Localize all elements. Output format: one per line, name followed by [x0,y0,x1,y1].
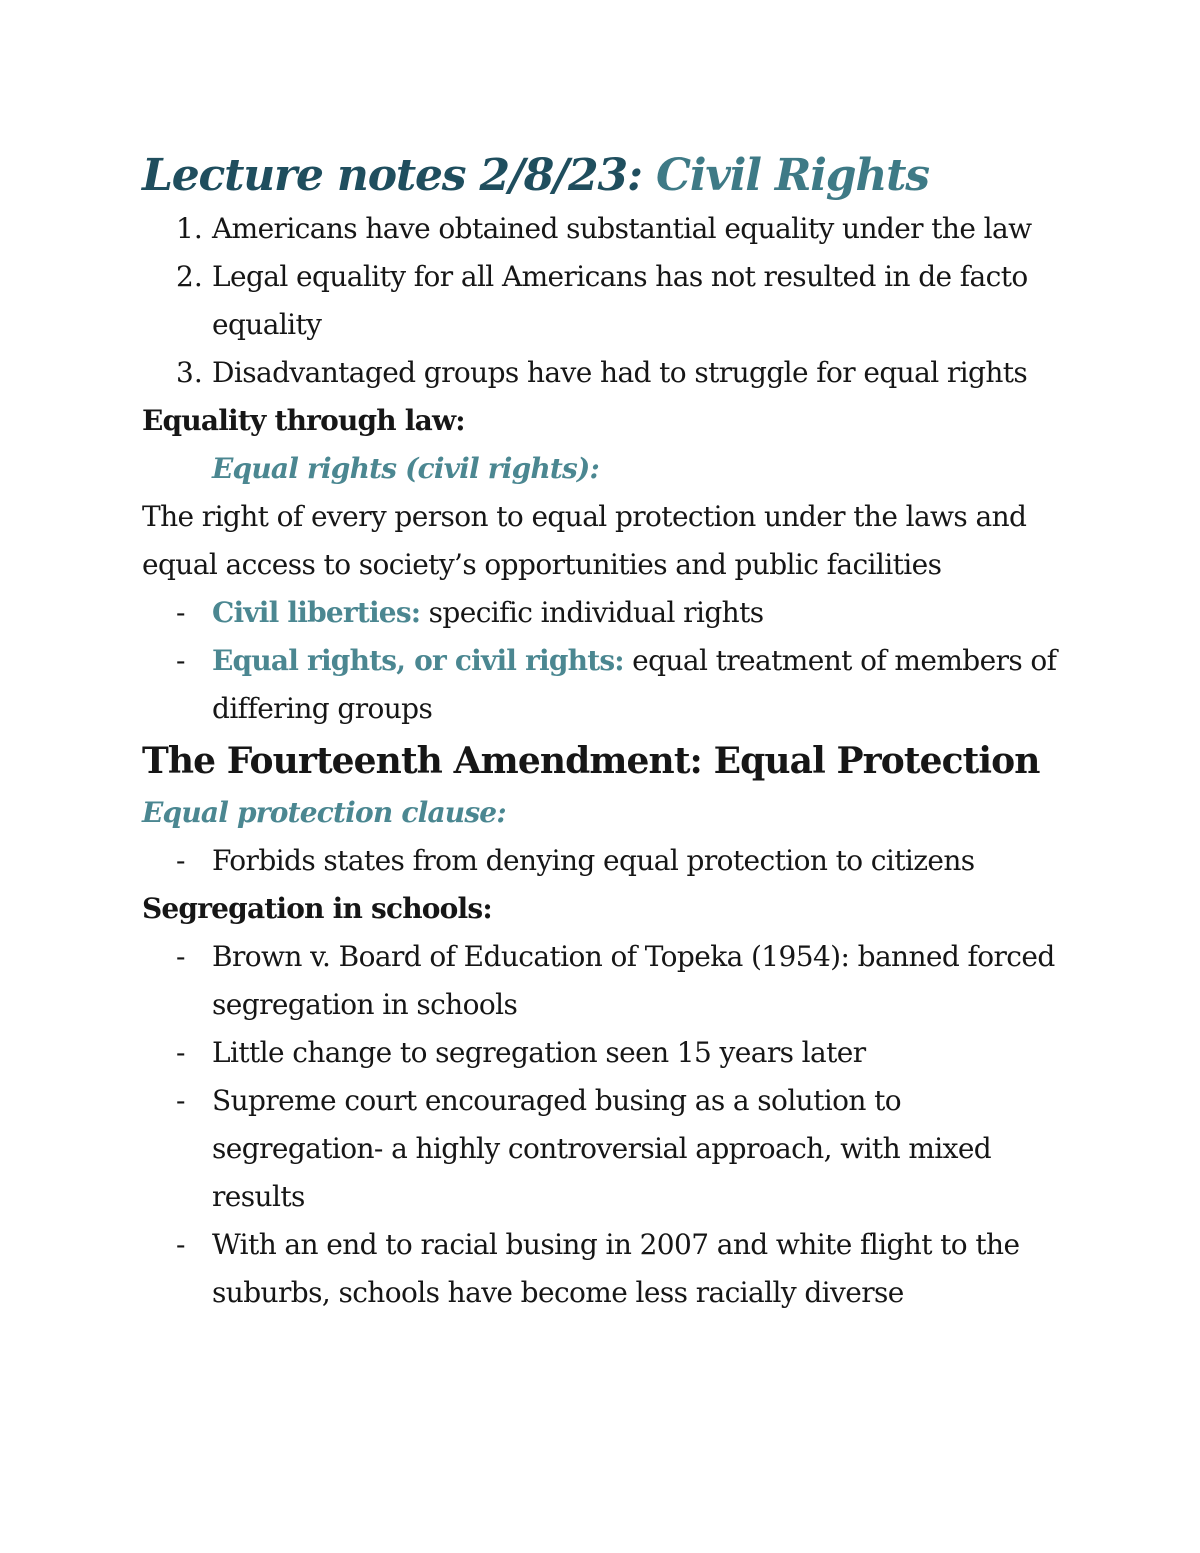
bullet-item [142,933,1072,981]
bullet-text: segregation in schools [212,988,518,1021]
dash-bullet: - [176,940,185,973]
bullet-item [142,837,1072,885]
list-item [142,349,1072,397]
list-item [142,253,1072,301]
equal-protection-clause-subheading: Equal protection clause: [142,796,506,829]
bullet-text: suburbs, schools have become less racially diverse [212,1276,904,1309]
title-accent: Civil Rights [656,150,929,201]
list-item-text: Americans have obtained substantial equality under the law [212,212,1032,245]
page-title [142,150,1072,205]
segregation-heading: Segregation in schools: [142,892,492,925]
dash-bullet: - [176,596,185,629]
list-number: 1. [176,212,203,245]
list-item [142,205,1072,253]
term-item [142,589,1072,637]
dash-bullet: - [176,1084,185,1117]
list-number: 3. [176,356,203,389]
equality-heading: Equality through law: [142,404,465,437]
bullet-item [142,1077,1072,1125]
list-item-continuation [142,301,1072,349]
term-description: specific individual rights [420,596,764,629]
definition-line: equal access to society’s opportunities and public facilities [142,548,942,581]
bullet-text: Forbids states from denying equal protection to citizens [212,844,975,877]
bullet-text: With an end to racial busing in 2007 and white flight to the [212,1228,1020,1261]
bullet-continuation [142,1125,1072,1173]
definition-line: The right of every person to equal protection under the laws and [142,500,1027,533]
dash-bullet: - [176,844,185,877]
bullet-item [142,1221,1072,1269]
dash-bullet: - [176,1228,185,1261]
bullet-continuation [142,1269,1072,1317]
term-item [142,637,1072,685]
bullet-text: Little change to segregation seen 15 years later [212,1036,866,1069]
bullet-continuation [142,1173,1072,1221]
bullet-text: results [212,1180,305,1213]
bullet-text: Supreme court encouraged busing as a solution to [212,1084,902,1117]
dash-bullet: - [176,1036,185,1069]
equal-rights-subheading: Equal rights (civil rights): [212,452,600,485]
list-item-text: Disadvantaged groups have had to struggle for equal rights [212,356,1028,389]
term-label: Equal rights, or civil rights: [212,644,624,677]
list-item-text: equality [212,308,322,341]
bullet-continuation [142,981,1072,1029]
bullet-text: Brown v. Board of Education of Topeka (1954): banned forced [212,940,1055,973]
term-description: differing groups [212,692,433,725]
title-main: Lecture notes 2/8/23: [142,150,657,201]
lecture-notes-page [142,150,1072,1317]
term-label: Civil liberties: [212,596,421,629]
bullet-item [142,1029,1072,1077]
term-item-continuation [142,685,1072,733]
intro-list [142,205,1072,397]
dash-bullet: - [176,644,185,677]
bullet-text: segregation- a highly controversial approach, with mixed [212,1132,992,1165]
list-item-text: Legal equality for all Americans has not resulted in de facto [212,260,1028,293]
list-number: 2. [176,260,203,293]
term-description: equal treatment of members of [623,644,1057,677]
fourteenth-amendment-heading: The Fourteenth Amendment: Equal Protection [142,740,1040,782]
